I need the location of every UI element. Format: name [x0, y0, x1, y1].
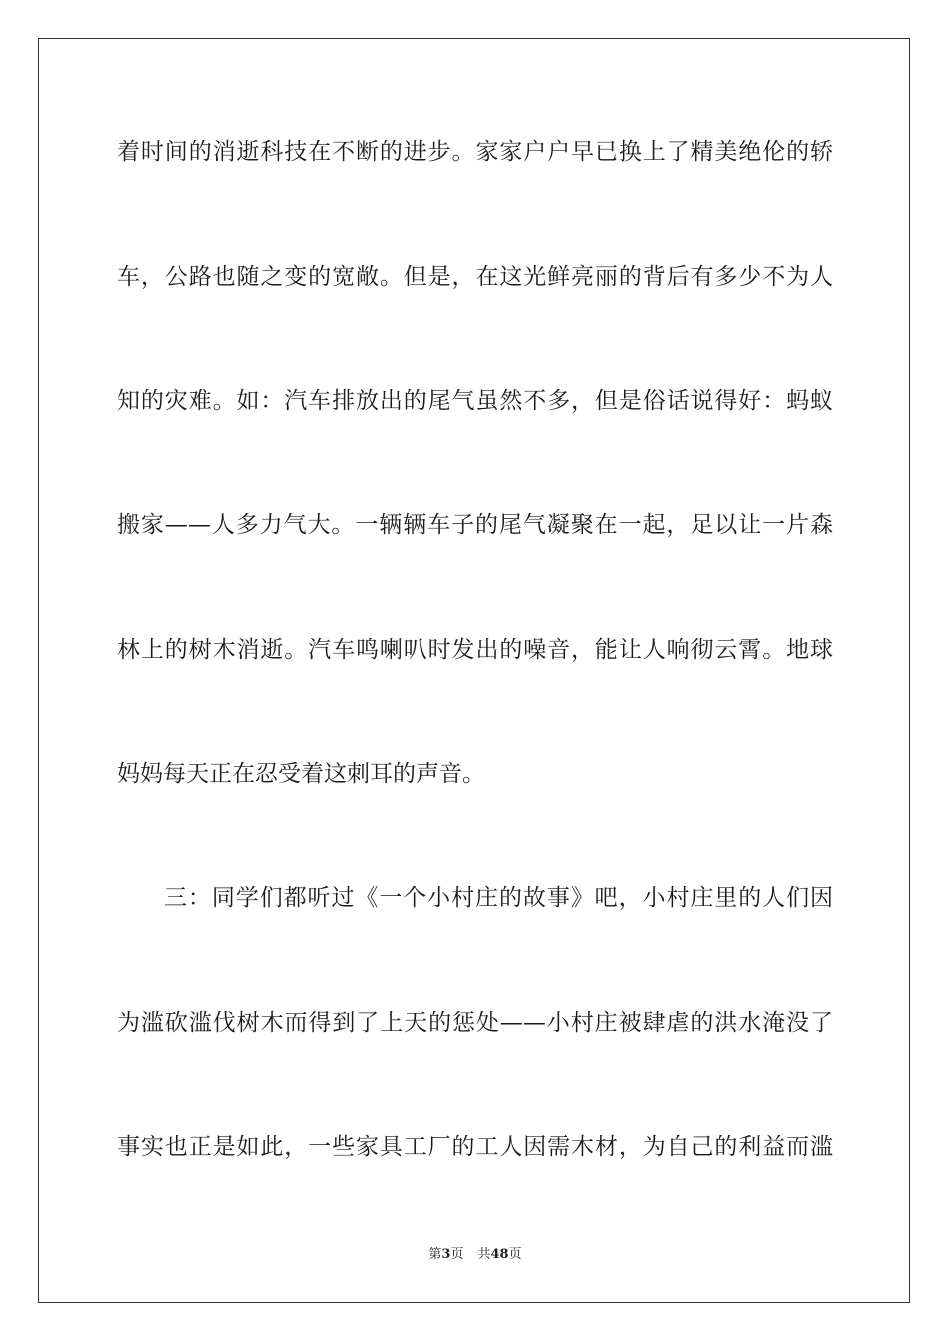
text-line-2: 车，公路也随之变的宽敞。但是，在这光鲜亮丽的背后有多少不为人	[117, 264, 833, 290]
text-line-3: 知的灾难。如：汽车排放出的尾气虽然不多，但是俗话说得好：蚂蚁	[117, 388, 833, 414]
text-line-5: 林上的树木消逝。汽车鸣喇叭时发出的噪音，能让人响彻云霄。地球	[117, 637, 833, 663]
text-line-7: 三：同学们都听过《一个小村庄的故事》吧，小村庄里的人们因	[164, 885, 833, 911]
footer-total-prefix: 共	[477, 1247, 491, 1262]
text-line-1: 着时间的消逝科技在不断的进步。家家户户早已换上了精美绝伦的轿	[117, 139, 833, 165]
text-line-6: 妈妈每天正在忍受着这刺耳的声音。	[117, 761, 485, 787]
page-border	[38, 38, 910, 1303]
footer-total-suffix: 页	[508, 1247, 522, 1262]
footer-page-prefix: 第	[428, 1247, 442, 1262]
text-line-4: 搬家——人多力气大。一辆辆车子的尾气凝聚在一起，足以让一片森	[117, 512, 833, 538]
page-footer	[0, 1246, 950, 1264]
footer-total-pages: 48	[490, 1247, 509, 1262]
footer-page-suffix: 页	[450, 1247, 464, 1262]
text-line-9: 事实也正是如此，一些家具工厂的工人因需木材，为自己的利益而滥	[117, 1134, 833, 1160]
text-line-8: 为滥砍滥伐树木而得到了上天的惩处——小村庄被肆虐的洪水淹没了	[117, 1010, 833, 1036]
footer-page-number: 3	[441, 1247, 451, 1262]
